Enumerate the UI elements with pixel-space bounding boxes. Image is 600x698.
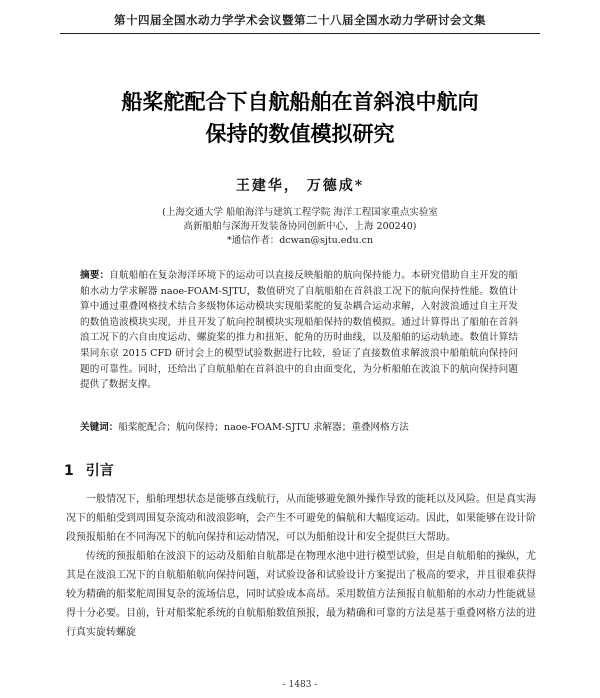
affiliation xyxy=(0,206,600,248)
section-heading xyxy=(64,460,114,480)
affiliation-line-1: (上海交通大学 船舶海洋与建筑工程学院 海洋工程国家重点实验室 xyxy=(162,207,438,218)
body-paragraph-2: 传统的预报船舶在波浪下的运动及船舶自航都是在物理水池中进行模型试验，但是自航船舶的操纵，尤其是在波浪工况下的自航船舶航向保持问题，对试验设备和试验设计方案提出了极高的要求，并且很难获得较为精确的船桨舵周围复杂的流场信息，同时试验成本高昂。采用数值方法预报自航船舶的水动力性能就显得十分必要。目前，针对船桨舵系统的自航船舶数值预报，最为精确和可靠的方法是基于重叠网格方法的进行真实旋转螺旋 xyxy=(66,551,536,638)
section-number: 1 xyxy=(64,463,74,479)
affiliation-line-2: 高新船舶与深海开发装备协同创新中心，上海 200240) xyxy=(183,221,417,232)
keywords xyxy=(80,420,518,435)
keywords-text: 船桨舵配合；航向保持；naoe-FOAM-SJTU 求解器；重叠网格方法 xyxy=(118,422,409,433)
paper-title xyxy=(40,86,560,150)
abstract-text: 自航船舶在复杂海洋环境下的运动可以直接反映船舶的航向保持能力。本研究借助自主开发的船舶水动力学求解器 naoe-FOAM-SJTU，数值研究了自航船舶在首斜浪工况下的航向保持性能。数值计算中通过重叠网格技术结合多级物体运动模块实现船桨舵的复杂耦合运动求解，入射波浪通过自主开发的数值造波模块实现，并且开发了航向控制模块实现船舶保持的数值模拟。通过计算得出了船舶在首斜浪工况下的六自由度运动、螺旋桨的推力和扭矩、舵角的历时曲线，以及船舶的运动轨迹。数值计算结果同东京 2015 CFD 研讨会上的模型试验数据进行比较，验证了直接数值求解波浪中船舶航向保持问题的可靠性。同时，还给出了自航船舶在首斜浪中的自由面变化，为分析船舶在波浪下的航向保持问题提供了数据支撑。 xyxy=(80,270,519,391)
body-text xyxy=(66,490,536,642)
running-header: 第十四届全国水动力学学术会议暨第二十八届全国水动力学研讨会文集 xyxy=(114,13,486,27)
body-paragraph-1: 一般情况下，船舶理想状态是能够直线航行，从而能够避免额外操作导致的能耗以及风险。但是真实海况下的船舶受到周围复杂流动和波浪影响，会产生不可避免的偏航和大幅度运动。因此，如果能够在设计阶段预报船舶在不同海况下的航向保持和运动情况，可以为船舶设计和安全提供巨大帮助。 xyxy=(66,494,536,543)
abstract-label: 摘要： xyxy=(80,270,110,281)
keywords-label: 关键词： xyxy=(80,422,119,433)
header-rule xyxy=(60,33,540,34)
corresponding-author: *通信作者：dcwan@sjtu.edu.cn xyxy=(226,235,374,246)
authors: 王建华， 万德成* xyxy=(235,178,365,194)
abstract xyxy=(80,268,518,393)
section-title: 引言 xyxy=(85,463,114,479)
title-line-2: 保持的数值模拟研究 xyxy=(205,122,395,146)
page-number: - 1483 - xyxy=(282,680,318,690)
title-line-1: 船桨舵配合下自航船舶在首斜浪中航向 xyxy=(121,90,479,114)
